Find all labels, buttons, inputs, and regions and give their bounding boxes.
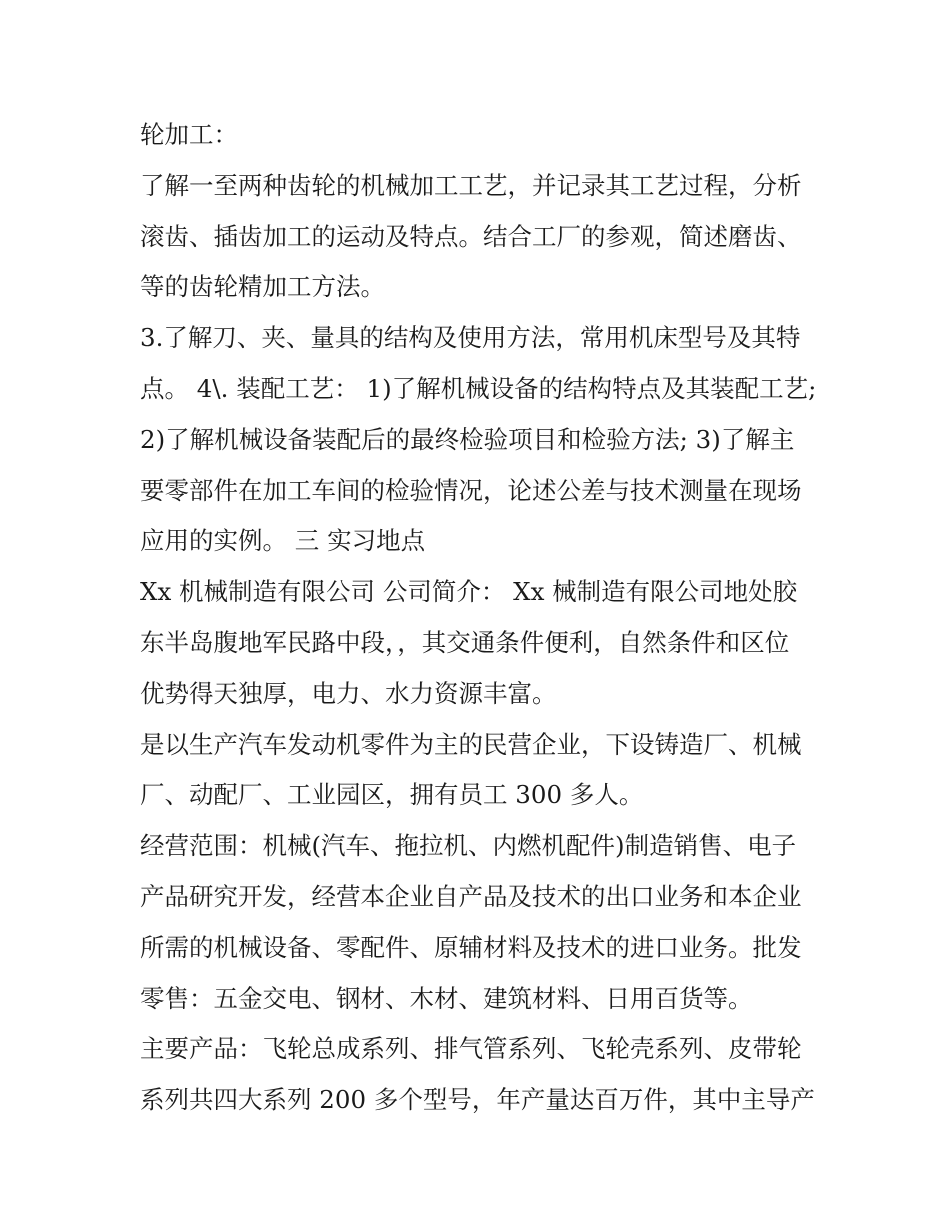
text-line: Xx 机械制造有限公司 公司简介： Xx 械制造有限公司地处胶 — [140, 577, 798, 607]
text-line: 3.了解刀、夹、量具的结构及使用方法，常用机床型号及其特 — [140, 323, 801, 353]
text-line: 零售：五金交电、钢材、木材、建筑材料、日用百货等。 — [140, 983, 753, 1013]
text-line: 2)了解机械设备装配后的最终检验项目和检验方法; 3)了解主 — [140, 424, 795, 454]
text-line: 主要产品：飞轮总成系列、排气管系列、飞轮壳系列、皮带轮 — [140, 1034, 802, 1064]
document-body-text — [140, 110, 820, 1126]
text-line: 是以生产汽车发动机零件为主的民营企业，下设铸造厂、机械 — [140, 729, 802, 759]
text-line: 了解一至两种齿轮的机械加工工艺，并记录其工艺过程，分析 — [140, 170, 802, 200]
text-line: 滚齿、插齿加工的运动及特点。结合工厂的参观，简述磨齿、 — [140, 221, 802, 251]
text-line: 经营范围：机械(汽车、拖拉机、内燃机配件)制造销售、电子 — [140, 831, 797, 861]
text-line: 轮加工： — [140, 120, 238, 149]
text-line: 应用的实例。 三 实习地点 — [140, 526, 426, 556]
text-line: 东半岛腹地军民路中段，，其交通条件便利，自然条件和区位 — [140, 627, 790, 657]
text-line: 等的齿轮精加工方法。 — [140, 272, 385, 302]
text-line: 点。 4\. 装配工艺： 1)了解机械设备的结构特点及其装配工艺; — [140, 373, 817, 403]
text-line: 所需的机械设备、零配件、原辅材料及技术的进口业务。批发 — [140, 932, 802, 962]
text-line: 要零部件在加工车间的检验情况，论述公差与技术测量在现场 — [140, 475, 802, 505]
text-line: 优势得天独厚，电力、水力资源丰富。 — [140, 678, 557, 708]
text-line: 系列共四大系列 200 多个型号，年产量达百万件，其中主导产 — [140, 1085, 815, 1115]
text-line: 产品研究开发，经营本企业自产品及技术的出口业务和本企业 — [140, 881, 802, 911]
text-line: 厂、动配厂、工业园区，拥有员工 300 多人。 — [140, 780, 644, 810]
